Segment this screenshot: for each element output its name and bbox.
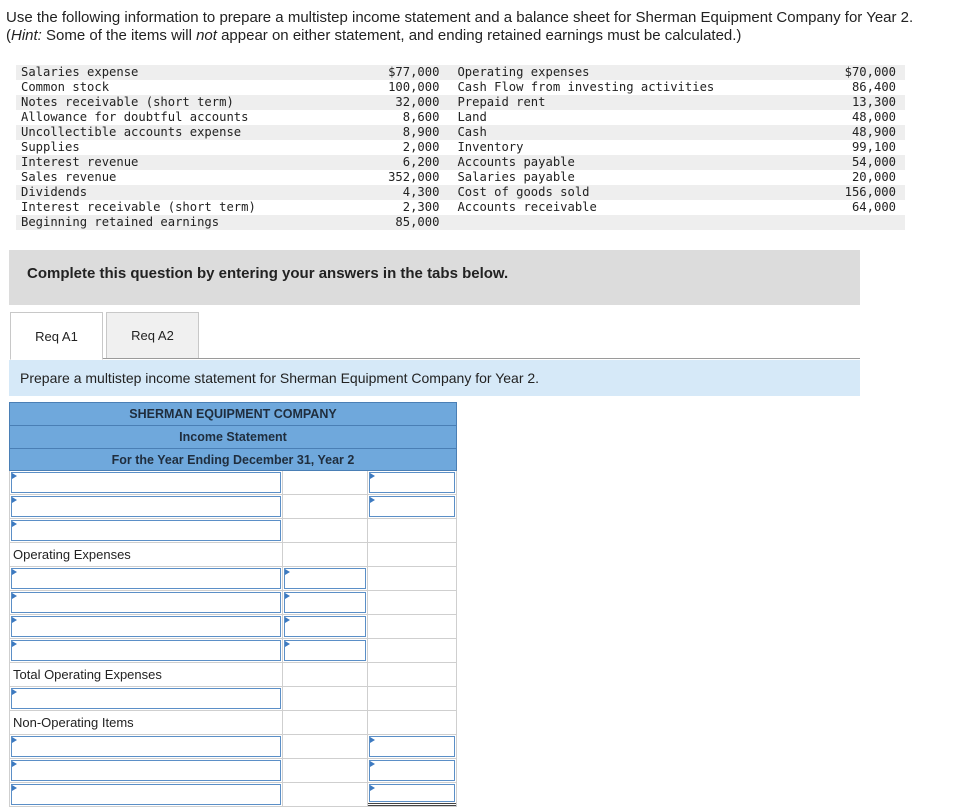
account-amount: 48,900 — [803, 125, 905, 140]
account-amount: 6,200 — [308, 155, 445, 170]
account-name-input[interactable] — [11, 640, 281, 661]
data-row — [16, 125, 905, 140]
form-row — [9, 495, 457, 519]
account-name: Cost of goods sold — [445, 185, 802, 200]
account-amount: 48,000 — [851, 110, 896, 124]
account-name: Accounts receivable — [457, 200, 597, 214]
tab-req-a1[interactable] — [10, 312, 103, 360]
data-row — [16, 95, 905, 110]
intro-text-3: appear on either statement, and ending retained earnings must be calculated.) — [216, 27, 742, 44]
account-name: Common stock — [21, 80, 110, 94]
form-row — [9, 687, 457, 711]
statement-period: For the Year Ending December 31, Year 2 — [9, 448, 457, 471]
account-name: Prepaid rent — [445, 95, 802, 110]
operating-expenses-label: Operating Expenses — [13, 547, 131, 562]
account-amount: 156,000 — [803, 185, 905, 200]
account-name — [445, 215, 802, 230]
amount-input[interactable] — [369, 736, 455, 757]
tab-req-a1-label: Req A1 — [35, 328, 78, 344]
account-name: Allowance for doubtful accounts — [21, 110, 249, 124]
amount-input[interactable] — [284, 616, 366, 637]
account-amount: 352,000 — [388, 170, 440, 184]
company-name: SHERMAN EQUIPMENT COMPANY — [9, 402, 457, 425]
amount-input[interactable] — [369, 760, 455, 781]
instructions-banner — [9, 250, 860, 305]
form-row — [9, 615, 457, 639]
account-amount: 2,300 — [402, 200, 440, 214]
data-row — [16, 65, 905, 80]
account-data-table — [16, 65, 905, 230]
account-amount: 54,000 — [803, 155, 905, 170]
data-row — [16, 80, 905, 95]
amount-input[interactable] — [369, 496, 455, 517]
form-row — [9, 567, 457, 591]
account-name: Salaries payable — [457, 170, 575, 184]
account-name: Accounts payable — [445, 155, 802, 170]
account-amount: $77,000 — [308, 65, 445, 80]
form-row — [9, 759, 457, 783]
data-row — [16, 140, 905, 155]
account-name: Notes receivable (short term) — [16, 95, 308, 110]
tab-req-a2-label: Req A2 — [131, 328, 174, 343]
account-name: Inventory — [457, 140, 524, 154]
data-row — [16, 185, 905, 200]
total-operating-expenses-label: Total Operating Expenses — [13, 667, 162, 682]
amount-input[interactable] — [284, 592, 366, 613]
account-name-input[interactable] — [11, 760, 281, 781]
data-row — [16, 170, 905, 185]
account-name: Beginning retained earnings — [16, 215, 308, 230]
not-word: not — [196, 27, 217, 44]
intro-text-1: Use the following information to prepare a multistep income statement and a balance sheet for Sherman Equipment Company for Year 2. ( — [6, 9, 914, 44]
intro-text-2: Some of the items will — [41, 27, 197, 44]
account-name: Land — [457, 110, 487, 124]
account-amount: 4,300 — [308, 185, 445, 200]
account-name-input[interactable] — [11, 592, 281, 613]
hint-label: Hint: — [11, 27, 42, 44]
account-name-input[interactable] — [11, 472, 281, 493]
account-name: Cash — [445, 125, 802, 140]
amount-input[interactable] — [284, 640, 366, 661]
account-name-input[interactable] — [11, 784, 281, 805]
account-amount: 8,900 — [308, 125, 445, 140]
account-name-input[interactable] — [11, 616, 281, 637]
statement-title: Income Statement — [9, 425, 457, 448]
form-row — [9, 783, 457, 807]
form-row — [9, 711, 457, 735]
amount-input[interactable] — [369, 784, 455, 802]
data-row — [16, 110, 905, 125]
account-name: Dividends — [16, 185, 308, 200]
account-amount: 85,000 — [308, 215, 445, 230]
account-name: Operating expenses — [445, 65, 802, 80]
form-row — [9, 543, 457, 567]
account-name-input[interactable] — [11, 736, 281, 757]
account-amount — [803, 215, 905, 230]
account-name: Interest receivable (short term) — [21, 200, 256, 214]
account-amount: 20,000 — [851, 170, 896, 184]
account-amount: 8,600 — [402, 110, 440, 124]
data-row — [16, 215, 905, 230]
account-name-input[interactable] — [11, 520, 281, 541]
form-row — [9, 735, 457, 759]
tab-req-a2[interactable] — [106, 312, 199, 359]
account-amount: 32,000 — [308, 95, 445, 110]
non-operating-items-label: Non-Operating Items — [13, 715, 134, 730]
account-name: Salaries expense — [16, 65, 308, 80]
amount-input[interactable] — [369, 472, 455, 493]
question-intro — [6, 9, 951, 45]
account-amount: 99,100 — [851, 140, 896, 154]
account-amount: 86,400 — [851, 80, 896, 94]
form-row — [9, 639, 457, 663]
instruction-text: Prepare a multistep income statement for Sherman Equipment Company for Year 2. — [20, 370, 540, 386]
amount-input[interactable] — [284, 568, 366, 589]
form-row — [9, 591, 457, 615]
account-amount: 13,300 — [803, 95, 905, 110]
account-name: Cash Flow from investing activities — [457, 80, 715, 94]
account-amount: 2,000 — [402, 140, 440, 154]
tab-divider — [103, 358, 860, 359]
form-row — [9, 663, 457, 687]
account-name: Sales revenue — [21, 170, 117, 184]
requirement-instruction — [9, 360, 860, 396]
account-name-input[interactable] — [11, 568, 281, 589]
account-amount: $70,000 — [803, 65, 905, 80]
form-row — [9, 519, 457, 543]
income-statement-form — [9, 402, 457, 807]
account-amount: 64,000 — [851, 200, 896, 214]
account-name: Uncollectible accounts expense — [16, 125, 308, 140]
account-name-input[interactable] — [11, 496, 281, 517]
data-row — [16, 200, 905, 215]
banner-text: Complete this question by entering your answers in the tabs below. — [27, 265, 509, 282]
account-name: Interest revenue — [16, 155, 308, 170]
form-row — [9, 471, 457, 495]
account-name-input[interactable] — [11, 688, 281, 709]
account-name: Supplies — [21, 140, 80, 154]
account-amount: 100,000 — [388, 80, 440, 94]
data-row — [16, 155, 905, 170]
